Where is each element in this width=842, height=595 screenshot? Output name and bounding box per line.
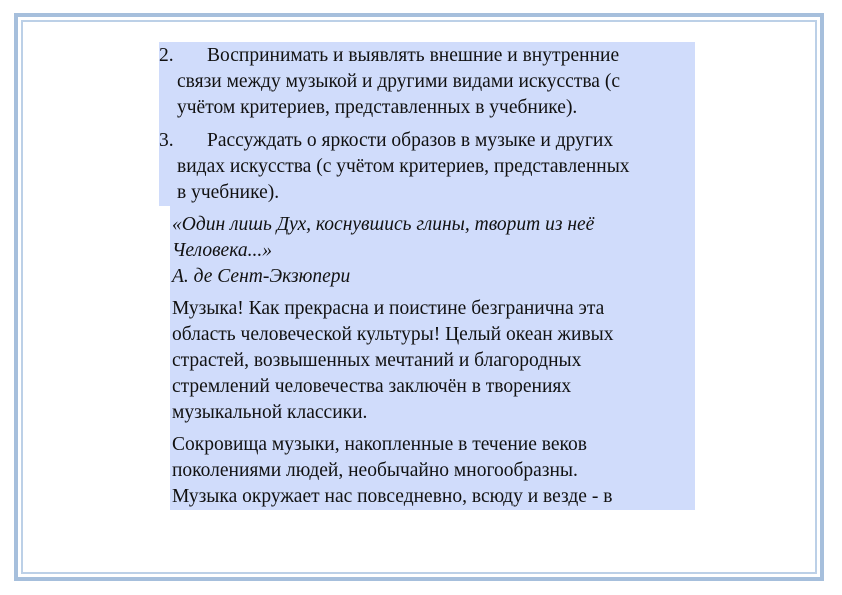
quote-line: «Один лишь Дух, коснувшись глины, творит из неё bbox=[172, 214, 595, 235]
quote-author: А. де Сент-Экзюпери bbox=[172, 266, 351, 287]
list-item-line: видах искусства (с учётом критериев, представленных bbox=[177, 156, 630, 177]
list-item-line: в учебнике). bbox=[177, 182, 280, 203]
paragraph-line: Музыка! Как прекрасна и поистине безгранична эта bbox=[172, 298, 605, 319]
paragraph-line: стремлений человечества заключён в творениях bbox=[172, 376, 572, 397]
paragraph-line: область человеческой культуры! Целый океан живых bbox=[172, 324, 614, 345]
paragraph-line: поколениями людей, необычайно многообразны. bbox=[172, 460, 578, 481]
list-item-number: 3. bbox=[159, 130, 174, 151]
paragraph-line: страстей, возвышенных мечтаний и благородных bbox=[172, 350, 582, 371]
list-item-line: связи между музыкой и другими видами искусства (с bbox=[177, 71, 620, 92]
paragraph-line: музыкальной классики. bbox=[172, 402, 368, 423]
list-item-line: Рассуждать о яркости образов в музыке и других bbox=[207, 130, 614, 151]
list-item-line: учётом критериев, представленных в учебнике). bbox=[177, 97, 578, 118]
list-item-number: 2. bbox=[159, 45, 174, 66]
list-item-line: Воспринимать и выявлять внешние и внутренние bbox=[207, 45, 620, 66]
paragraph-line: Музыка окружает нас повседневно, всюду и везде - в bbox=[172, 486, 613, 507]
paragraph-line: Сокровища музыки, накопленные в течение веков bbox=[172, 434, 587, 455]
quote-line: Человека...» bbox=[172, 240, 272, 261]
